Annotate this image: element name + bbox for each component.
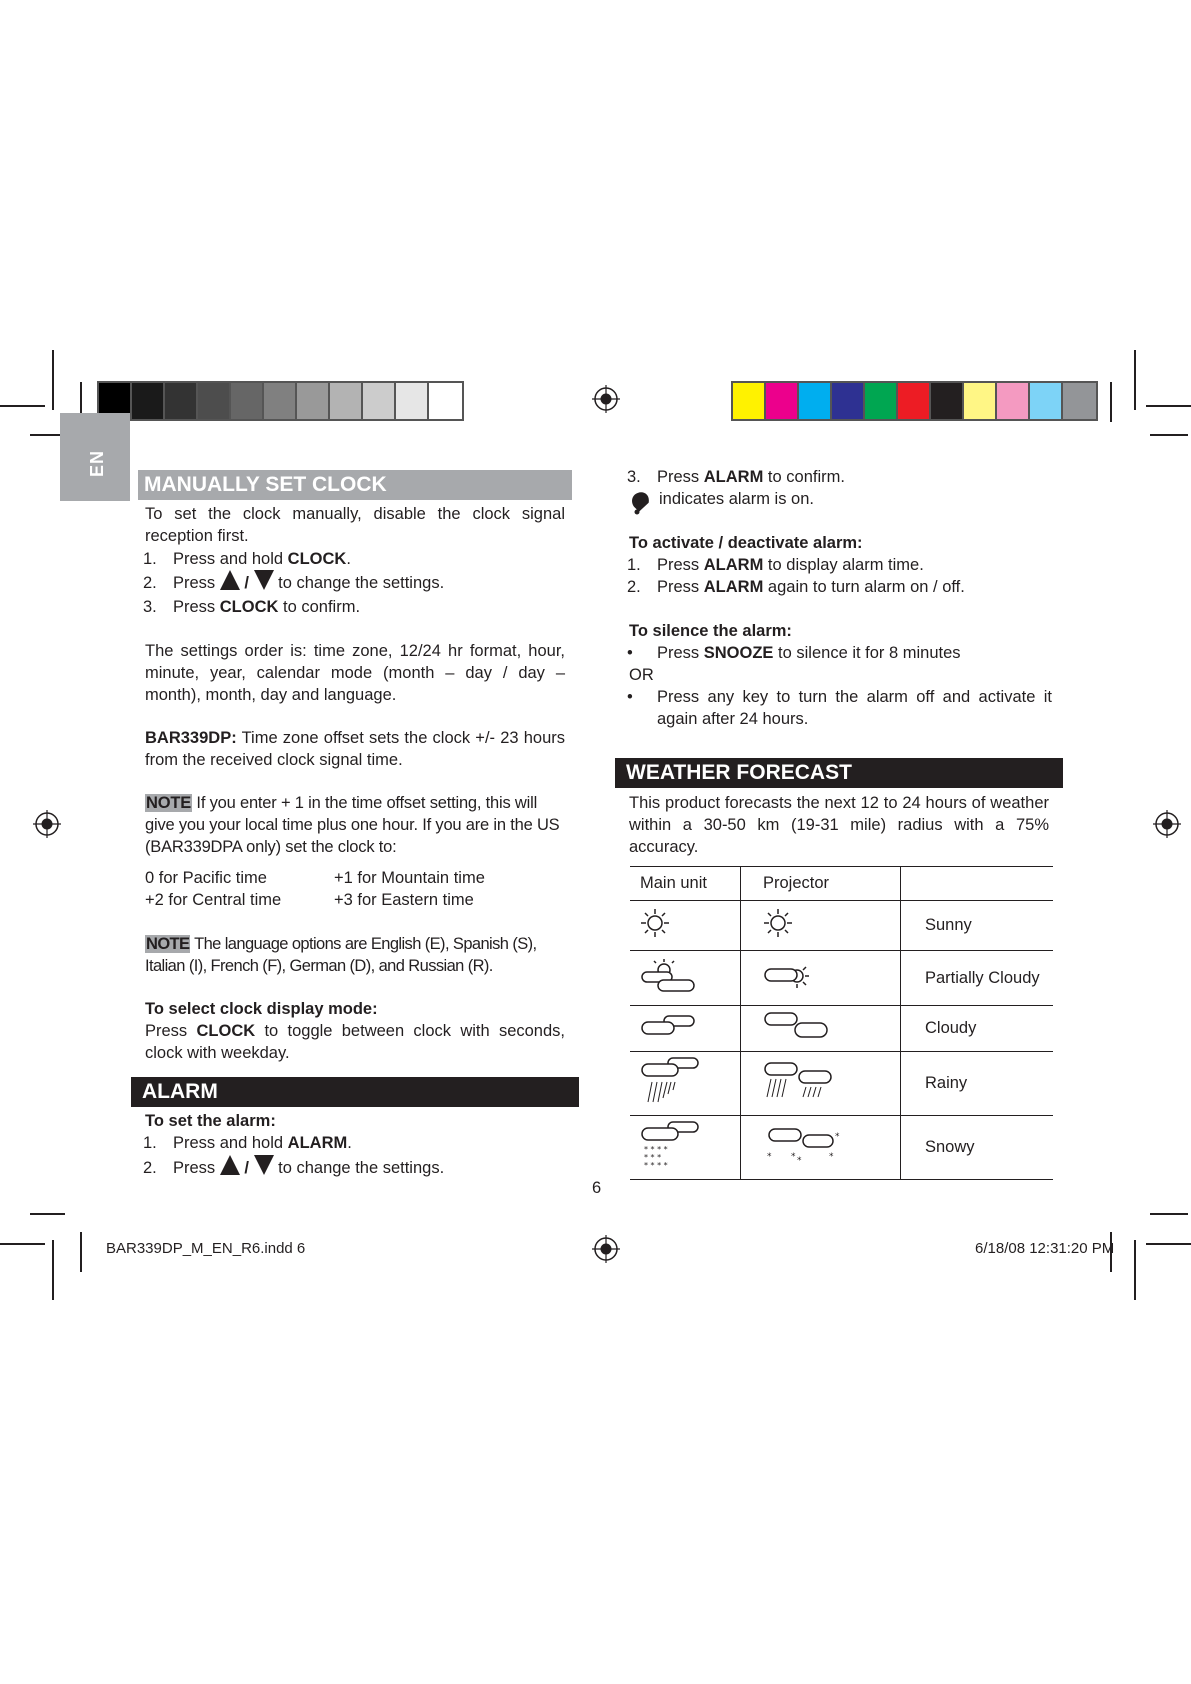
svg-text:*: * (835, 1132, 840, 1142)
header-main-unit: Main unit (630, 867, 741, 901)
forecast-row (630, 951, 1053, 1006)
step-number: 1. (143, 1134, 157, 1152)
crop-mark (1146, 405, 1191, 407)
offset-eastern: +3 for Eastern time (334, 891, 474, 909)
crop-mark (1134, 350, 1136, 410)
crop-mark (30, 1213, 65, 1215)
alarm-bell-icon (628, 488, 656, 516)
color-swatch (865, 383, 898, 419)
page-number: 6 (592, 1179, 602, 1197)
color-swatch (264, 383, 297, 419)
rainy-icon (640, 1056, 702, 1106)
color-swatch (832, 383, 865, 419)
language-tab (60, 413, 130, 501)
forecast-label: Snowy (901, 1116, 1054, 1180)
svg-text:* * * *: * * * * (644, 1145, 668, 1154)
color-swatch (1030, 383, 1063, 419)
color-swatch (429, 383, 462, 419)
svg-text:*: * (767, 1152, 772, 1162)
up-arrow-icon (220, 1155, 240, 1175)
svg-text:*: * (791, 1152, 796, 1162)
partly-cloudy-icon (763, 961, 813, 991)
step-text: Press and hold CLOCK. (173, 550, 351, 568)
display-mode-text: Press CLOCK to toggle between clock with seconds, clock with weekday. (145, 1022, 565, 1062)
language-tab-label: EN (87, 449, 108, 478)
svg-text:*: * (797, 1156, 802, 1165)
cloudy-icon (640, 1014, 696, 1038)
color-swatch (964, 383, 997, 419)
step-number: 1. (627, 556, 641, 574)
forecast-table-header (630, 867, 1053, 901)
forecast-label: Cloudy (901, 1006, 1054, 1052)
color-swatch (396, 383, 429, 419)
color-swatch (898, 383, 931, 419)
snowy-icon (763, 1125, 843, 1165)
color-swatch (198, 383, 231, 419)
silence-snooze-text: Press SNOOZE to silence it for 8 minutes (657, 644, 961, 662)
color-swatch (132, 383, 165, 419)
step-number: 3. (143, 598, 157, 616)
forecast-row (630, 1116, 1053, 1180)
forecast-row (630, 1052, 1053, 1116)
step-text: Press ALARM to display alarm time. (657, 556, 924, 574)
activate-alarm-heading: To activate / deactivate alarm: (629, 534, 863, 552)
step-text: Press CLOCK to confirm. (173, 598, 361, 616)
set-alarm-heading: To set the alarm: (145, 1112, 276, 1130)
color-swatch (931, 383, 964, 419)
or-text: OR (629, 666, 654, 684)
registration-mark-icon (33, 810, 61, 838)
color-swatch (997, 383, 1030, 419)
crop-mark (0, 405, 45, 407)
color-swatch (165, 383, 198, 419)
sun-icon (763, 908, 793, 938)
step-text: Press ALARM to confirm. (657, 468, 845, 486)
crop-mark (80, 1232, 82, 1272)
note-label: NOTE (146, 794, 192, 812)
silence-any-key-text: Press any key to turn the alarm off and activate it again after 24 hours. (657, 688, 1052, 728)
cloudy-icon (763, 1011, 829, 1041)
note-time-offset: NOTE If you enter + 1 in the time offset setting, this will give you your local time plus one hour. If you are in the US (BAR339DPA only) set the clock to: (145, 794, 560, 856)
svg-text:*: * (829, 1152, 834, 1162)
bar339dp-paragraph: BAR339DP: Time zone offset sets the clock +/- 23 hours from the received clock signal time. (145, 729, 565, 769)
rainy-icon (763, 1061, 833, 1101)
color-swatch (766, 383, 799, 419)
sun-icon (640, 908, 670, 938)
alarm-indicator-text: indicates alarm is on. (659, 490, 814, 508)
offset-pacific: 0 for Pacific time (145, 869, 267, 887)
display-mode-heading: To select clock display mode: (145, 1000, 378, 1018)
down-arrow-icon (254, 570, 274, 590)
forecast-label: Partially Cloudy (901, 951, 1054, 1006)
crop-mark (1150, 1213, 1188, 1215)
header-projector: Projector (741, 867, 901, 901)
color-swatch (799, 383, 832, 419)
registration-mark-icon (592, 385, 620, 413)
manual-clock-intro: To set the clock manually, disable the clock signal reception first. (145, 505, 565, 545)
step-text: Press ALARM again to turn alarm on / off. (657, 578, 965, 596)
note-language: NOTE The language options are English (E), Spanish (S), Italian (I), French (F), German (D), and Russian (R). (145, 935, 537, 975)
svg-text:* * *: * * * (644, 1153, 662, 1162)
crop-mark (52, 1240, 54, 1300)
forecast-row (630, 1006, 1053, 1052)
color-swatch (297, 383, 330, 419)
grey-scale-bar (97, 381, 464, 421)
up-arrow-icon (220, 570, 240, 590)
forecast-label: Sunny (901, 901, 1054, 951)
settings-order-text: The settings order is: time zone, 12/24 hr format, hour, minute, year, calendar mode (month – day / day – month), month, day and language. (145, 642, 565, 704)
step-text: Press and hold ALARM. (173, 1134, 352, 1152)
note-label: NOTE (146, 935, 190, 953)
step-number: 2. (143, 574, 157, 592)
snowy-icon (640, 1120, 702, 1170)
step-text: Press / to change the settings. (173, 570, 444, 594)
step-number: 2. (143, 1159, 157, 1177)
color-swatch (1063, 383, 1096, 419)
offset-central: +2 for Central time (145, 891, 282, 909)
color-swatch (363, 383, 396, 419)
down-arrow-icon (254, 1155, 274, 1175)
color-swatch (231, 383, 264, 419)
color-bar (731, 381, 1098, 421)
weather-forecast-header: WEATHER FORECAST (615, 758, 1063, 788)
color-swatch (733, 383, 766, 419)
crop-mark (1134, 1240, 1136, 1300)
step-number: 2. (627, 578, 641, 596)
silence-alarm-heading: To silence the alarm: (629, 622, 792, 640)
crop-mark (1146, 1243, 1191, 1245)
svg-text:* * * *: * * * * (644, 1161, 668, 1170)
forecast-row (630, 901, 1053, 951)
crop-mark (0, 1243, 45, 1245)
alarm-header: ALARM (131, 1077, 579, 1107)
step-number: 3. (627, 468, 641, 486)
offset-mountain: +1 for Mountain time (334, 869, 485, 887)
color-swatch (330, 383, 363, 419)
registration-mark-icon (1153, 810, 1181, 838)
header-blank (901, 867, 1054, 901)
step-text: Press / to change the settings. (173, 1155, 444, 1179)
registration-mark-icon (592, 1235, 620, 1263)
forecast-intro: This product forecasts the next 12 to 24 hours of weather within a 30-50 km (19-31 mile) radius with a 75% accuracy. (629, 794, 1049, 856)
bullet: • (627, 688, 633, 706)
bullet: • (627, 644, 633, 662)
partly-cloudy-icon (640, 958, 696, 994)
crop-mark (1110, 382, 1112, 422)
step-number: 1. (143, 550, 157, 568)
forecast-label: Rainy (901, 1052, 1054, 1116)
manual-clock-header: MANUALLY SET CLOCK (138, 470, 572, 500)
forecast-table (630, 866, 1053, 1180)
footer-file-name: BAR339DP_M_EN_R6.indd 6 (106, 1240, 306, 1257)
footer-timestamp: 6/18/08 12:31:20 PM (975, 1240, 1115, 1257)
crop-mark (1150, 434, 1188, 436)
crop-mark (52, 350, 54, 410)
